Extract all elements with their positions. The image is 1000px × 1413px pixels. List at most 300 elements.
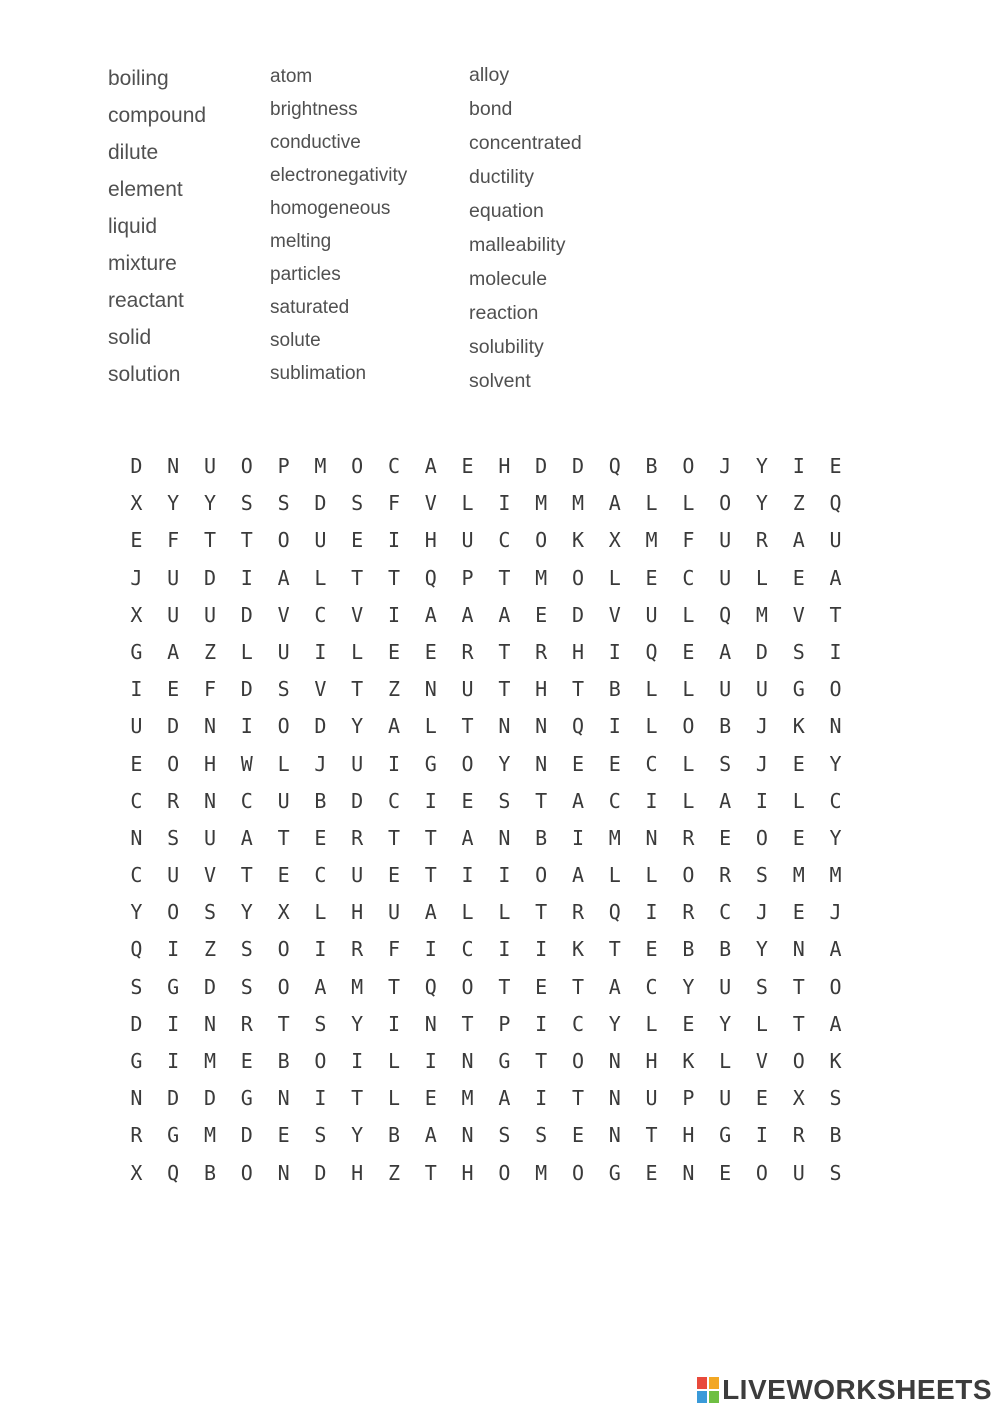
grid-letter[interactable]: E	[792, 825, 805, 850]
grid-letter[interactable]: Z	[203, 639, 217, 664]
grid-letter[interactable]: D	[167, 1086, 180, 1111]
grid-letter[interactable]: L	[645, 1011, 658, 1036]
grid-letter[interactable]: M	[203, 1049, 217, 1073]
grid-letter[interactable]: A	[719, 639, 732, 664]
grid-letter[interactable]: T	[792, 974, 805, 999]
grid-letter[interactable]: T	[571, 1086, 584, 1111]
grid-letter[interactable]: N	[203, 1011, 217, 1036]
grid-letter[interactable]: K	[792, 714, 805, 739]
grid-letter[interactable]: A	[461, 602, 474, 627]
grid-letter[interactable]: E	[755, 1086, 768, 1111]
grid-letter[interactable]: O	[461, 751, 474, 776]
grid-letter[interactable]: T	[203, 528, 217, 553]
grid-letter[interactable]: A	[829, 565, 842, 590]
grid-letter[interactable]: T	[461, 714, 474, 739]
grid-letter[interactable]: N	[608, 1123, 621, 1148]
grid-letter[interactable]: O	[314, 1049, 327, 1073]
grid-letter[interactable]: O	[167, 751, 180, 776]
grid-letter[interactable]: B	[277, 1049, 290, 1073]
grid-letter[interactable]: G	[167, 974, 180, 999]
grid-letter[interactable]: A	[424, 602, 437, 627]
grid-letter[interactable]: N	[535, 751, 548, 776]
grid-letter[interactable]: K	[571, 937, 584, 962]
grid-letter[interactable]: A	[829, 1011, 842, 1036]
grid-letter[interactable]: R	[351, 937, 364, 962]
grid-letter[interactable]: Z	[792, 491, 805, 516]
grid-letter[interactable]: Y	[755, 454, 768, 478]
grid-letter[interactable]: N	[461, 1049, 474, 1073]
grid-letter[interactable]: G	[608, 1160, 621, 1185]
grid-letter[interactable]: S	[240, 974, 253, 999]
grid-letter[interactable]: N	[829, 714, 842, 739]
grid-letter[interactable]: C	[829, 788, 842, 813]
grid-letter[interactable]: R	[571, 900, 584, 925]
grid-letter[interactable]: T	[535, 1049, 548, 1073]
grid-letter[interactable]: E	[571, 751, 584, 776]
grid-letter[interactable]: P	[277, 454, 290, 478]
grid-letter[interactable]: V	[314, 677, 327, 702]
grid-letter[interactable]: Y	[829, 825, 842, 850]
grid-letter[interactable]: J	[755, 714, 768, 739]
grid-letter[interactable]: P	[461, 565, 474, 590]
grid-letter[interactable]: E	[645, 565, 658, 590]
grid-letter[interactable]: B	[535, 825, 548, 850]
grid-letter[interactable]: V	[608, 602, 621, 627]
grid-letter[interactable]: Y	[498, 751, 511, 776]
grid-letter[interactable]: T	[498, 565, 511, 590]
grid-letter[interactable]: C	[608, 788, 621, 813]
grid-letter[interactable]: O	[755, 825, 768, 850]
grid-letter[interactable]: B	[645, 454, 658, 478]
grid-letter[interactable]: Q	[608, 454, 621, 478]
grid-letter[interactable]: E	[461, 788, 474, 813]
grid-letter[interactable]: O	[351, 454, 364, 478]
grid-letter[interactable]: S	[829, 1086, 842, 1111]
grid-letter[interactable]: N	[608, 1086, 621, 1111]
grid-letter[interactable]: U	[351, 751, 364, 776]
grid-letter[interactable]: E	[535, 602, 548, 627]
grid-letter[interactable]: I	[387, 1011, 400, 1036]
grid-letter[interactable]: V	[755, 1049, 768, 1073]
grid-letter[interactable]: E	[571, 1123, 584, 1148]
grid-letter[interactable]: Y	[719, 1011, 732, 1036]
grid-letter[interactable]: E	[387, 639, 400, 664]
grid-letter[interactable]: M	[571, 491, 584, 516]
grid-letter[interactable]: E	[130, 528, 143, 553]
grid-letter[interactable]: I	[240, 714, 253, 739]
grid-letter[interactable]: M	[535, 1160, 548, 1185]
grid-letter[interactable]: D	[755, 639, 768, 664]
grid-letter[interactable]: L	[645, 491, 658, 516]
grid-letter[interactable]: T	[387, 825, 400, 850]
grid-letter[interactable]: F	[387, 937, 400, 962]
grid-letter[interactable]: I	[535, 1011, 548, 1036]
grid-letter[interactable]: U	[203, 602, 217, 627]
grid-letter[interactable]: O	[571, 565, 584, 590]
grid-letter[interactable]: M	[461, 1086, 474, 1111]
grid-letter[interactable]: T	[387, 974, 400, 999]
grid-letter[interactable]: N	[461, 1123, 474, 1148]
grid-letter[interactable]: J	[130, 565, 143, 590]
grid-letter[interactable]: Y	[608, 1011, 621, 1036]
grid-letter[interactable]: T	[608, 937, 621, 962]
grid-letter[interactable]: S	[719, 751, 732, 776]
grid-letter[interactable]: L	[314, 565, 327, 590]
grid-letter[interactable]: S	[829, 1160, 842, 1185]
grid-letter[interactable]: U	[203, 454, 217, 478]
grid-letter[interactable]: B	[719, 714, 732, 739]
grid-letter[interactable]: U	[645, 602, 658, 627]
grid-letter[interactable]: C	[130, 788, 143, 813]
grid-letter[interactable]: C	[719, 900, 732, 925]
grid-letter[interactable]: S	[498, 1123, 511, 1148]
grid-letter[interactable]: M	[792, 863, 805, 888]
grid-letter[interactable]: G	[792, 677, 805, 702]
grid-letter[interactable]: L	[792, 788, 805, 813]
grid-letter[interactable]: T	[424, 1160, 437, 1185]
grid-letter[interactable]: A	[608, 974, 621, 999]
grid-letter[interactable]: I	[755, 788, 768, 813]
grid-letter[interactable]: T	[240, 528, 253, 553]
grid-letter[interactable]: A	[277, 565, 290, 590]
grid-letter[interactable]: H	[351, 900, 364, 925]
grid-letter[interactable]: I	[792, 454, 805, 478]
grid-letter[interactable]: T	[571, 974, 584, 999]
grid-letter[interactable]: D	[130, 1011, 143, 1036]
grid-letter[interactable]: S	[314, 1123, 327, 1148]
grid-letter[interactable]: E	[608, 751, 621, 776]
grid-letter[interactable]: L	[461, 491, 474, 516]
grid-letter[interactable]: I	[608, 639, 621, 664]
grid-letter[interactable]: U	[719, 1086, 732, 1111]
grid-letter[interactable]: O	[829, 974, 842, 999]
grid-letter[interactable]: I	[461, 863, 474, 888]
grid-letter[interactable]: G	[240, 1086, 253, 1111]
grid-letter[interactable]: E	[424, 1086, 437, 1111]
grid-letter[interactable]: T	[424, 825, 437, 850]
grid-letter[interactable]: L	[682, 602, 695, 627]
grid-letter[interactable]: E	[535, 974, 548, 999]
grid-letter[interactable]: S	[755, 974, 768, 999]
grid-letter[interactable]: H	[203, 751, 217, 776]
grid-letter[interactable]: V	[792, 602, 805, 627]
grid-letter[interactable]: I	[387, 602, 400, 627]
grid-letter[interactable]: D	[240, 677, 253, 702]
grid-letter[interactable]: R	[351, 825, 364, 850]
grid-letter[interactable]: Q	[424, 974, 437, 999]
grid-letter[interactable]: O	[571, 1160, 584, 1185]
grid-letter[interactable]: J	[719, 454, 732, 478]
grid-letter[interactable]: T	[498, 677, 511, 702]
grid-letter[interactable]: A	[608, 491, 621, 516]
grid-letter[interactable]: Q	[167, 1160, 180, 1185]
grid-letter[interactable]: V	[424, 491, 437, 516]
grid-letter[interactable]: Y	[682, 974, 695, 999]
grid-letter[interactable]: I	[424, 1049, 437, 1073]
grid-letter[interactable]: U	[167, 565, 180, 590]
grid-letter[interactable]: L	[755, 565, 768, 590]
grid-letter[interactable]: Q	[608, 900, 621, 925]
grid-letter[interactable]: L	[351, 639, 364, 664]
grid-letter[interactable]: H	[645, 1049, 658, 1073]
grid-letter[interactable]: M	[608, 825, 621, 850]
grid-letter[interactable]: L	[755, 1011, 768, 1036]
grid-letter[interactable]: C	[571, 1011, 584, 1036]
grid-letter[interactable]: R	[535, 639, 548, 664]
grid-letter[interactable]: F	[167, 528, 180, 553]
grid-letter[interactable]: M	[535, 565, 548, 590]
grid-letter[interactable]: A	[424, 1123, 437, 1148]
grid-letter[interactable]: I	[645, 788, 658, 813]
grid-letter[interactable]: O	[461, 974, 474, 999]
grid-letter[interactable]: D	[203, 1086, 217, 1111]
grid-letter[interactable]: H	[498, 454, 511, 478]
grid-letter[interactable]: U	[719, 528, 732, 553]
grid-letter[interactable]: E	[792, 565, 805, 590]
grid-letter[interactable]: U	[719, 565, 732, 590]
grid-letter[interactable]: Q	[130, 937, 143, 962]
grid-letter[interactable]: S	[792, 639, 805, 664]
grid-letter[interactable]: O	[167, 900, 180, 925]
grid-letter[interactable]: P	[682, 1086, 695, 1111]
grid-letter[interactable]: L	[240, 639, 253, 664]
grid-letter[interactable]: Y	[240, 900, 253, 925]
grid-letter[interactable]: U	[277, 639, 290, 664]
grid-letter[interactable]: E	[314, 825, 327, 850]
grid-letter[interactable]: T	[498, 639, 511, 664]
grid-letter[interactable]: I	[535, 937, 548, 962]
grid-letter[interactable]: O	[792, 1049, 805, 1073]
grid-letter[interactable]: D	[167, 714, 180, 739]
grid-letter[interactable]: H	[461, 1160, 474, 1185]
grid-letter[interactable]: R	[792, 1123, 805, 1148]
grid-letter[interactable]: Q	[571, 714, 584, 739]
grid-letter[interactable]: R	[719, 863, 732, 888]
grid-letter[interactable]: A	[571, 863, 584, 888]
grid-letter[interactable]: B	[719, 937, 732, 962]
grid-letter[interactable]: G	[130, 639, 143, 664]
grid-letter[interactable]: S	[167, 825, 180, 850]
grid-letter[interactable]: A	[719, 788, 732, 813]
grid-letter[interactable]: Y	[755, 491, 768, 516]
grid-letter[interactable]: T	[424, 863, 437, 888]
grid-letter[interactable]: E	[130, 751, 143, 776]
grid-letter[interactable]: F	[682, 528, 695, 553]
grid-letter[interactable]: I	[314, 937, 327, 962]
grid-letter[interactable]: R	[755, 528, 768, 553]
grid-letter[interactable]: E	[792, 900, 805, 925]
grid-letter[interactable]: K	[829, 1049, 842, 1073]
grid-letter[interactable]: I	[424, 788, 437, 813]
grid-letter[interactable]: Q	[645, 639, 658, 664]
grid-letter[interactable]: C	[387, 788, 400, 813]
grid-letter[interactable]: M	[314, 454, 327, 478]
grid-letter[interactable]: G	[498, 1049, 511, 1073]
grid-letter[interactable]: N	[130, 825, 143, 850]
grid-letter[interactable]: I	[314, 639, 327, 664]
grid-letter[interactable]: I	[755, 1123, 768, 1148]
grid-letter[interactable]: E	[277, 863, 290, 888]
grid-letter[interactable]: N	[498, 714, 511, 739]
grid-letter[interactable]: I	[351, 1049, 364, 1073]
grid-letter[interactable]: E	[645, 1160, 658, 1185]
grid-letter[interactable]: L	[645, 863, 658, 888]
grid-letter[interactable]: U	[461, 677, 474, 702]
grid-letter[interactable]: I	[498, 863, 511, 888]
grid-letter[interactable]: N	[167, 454, 180, 478]
grid-letter[interactable]: D	[203, 974, 217, 999]
grid-letter[interactable]: T	[461, 1011, 474, 1036]
grid-letter[interactable]: E	[240, 1049, 253, 1073]
grid-letter[interactable]: T	[645, 1123, 658, 1148]
grid-letter[interactable]: A	[387, 714, 400, 739]
grid-letter[interactable]: A	[424, 454, 437, 478]
grid-letter[interactable]: U	[130, 714, 143, 739]
grid-letter[interactable]: O	[277, 937, 290, 962]
grid-letter[interactable]: E	[277, 1123, 290, 1148]
grid-letter[interactable]: E	[719, 825, 732, 850]
grid-letter[interactable]: O	[571, 1049, 584, 1073]
grid-letter[interactable]: S	[240, 937, 253, 962]
grid-letter[interactable]: N	[203, 714, 217, 739]
grid-letter[interactable]: T	[498, 974, 511, 999]
grid-letter[interactable]: I	[645, 900, 658, 925]
grid-letter[interactable]: C	[461, 937, 474, 962]
grid-letter[interactable]: N	[424, 1011, 437, 1036]
grid-letter[interactable]: X	[792, 1086, 805, 1111]
grid-letter[interactable]: Z	[387, 677, 400, 702]
grid-letter[interactable]: B	[314, 788, 327, 813]
grid-letter[interactable]: S	[277, 491, 290, 516]
grid-letter[interactable]: U	[719, 974, 732, 999]
grid-letter[interactable]: Y	[167, 491, 180, 516]
grid-letter[interactable]: O	[682, 454, 695, 478]
grid-letter[interactable]: F	[387, 491, 400, 516]
grid-letter[interactable]: N	[130, 1086, 143, 1111]
grid-letter[interactable]: I	[167, 1049, 180, 1073]
grid-letter[interactable]: A	[571, 788, 584, 813]
grid-letter[interactable]: R	[682, 900, 695, 925]
grid-letter[interactable]: U	[167, 602, 180, 627]
grid-letter[interactable]: U	[829, 528, 842, 553]
grid-letter[interactable]: I	[608, 714, 621, 739]
grid-letter[interactable]: L	[608, 565, 621, 590]
grid-letter[interactable]: A	[498, 1086, 511, 1111]
grid-letter[interactable]: O	[535, 528, 548, 553]
grid-letter[interactable]: S	[498, 788, 511, 813]
grid-letter[interactable]: L	[387, 1049, 400, 1073]
grid-letter[interactable]: N	[277, 1160, 290, 1185]
grid-letter[interactable]: H	[571, 639, 584, 664]
grid-letter[interactable]: E	[424, 639, 437, 664]
grid-letter[interactable]: X	[130, 602, 143, 627]
grid-letter[interactable]: Q	[719, 602, 732, 627]
grid-letter[interactable]: E	[461, 454, 474, 478]
grid-letter[interactable]: Y	[755, 937, 768, 962]
grid-letter[interactable]: H	[424, 528, 437, 553]
grid-letter[interactable]: C	[314, 863, 327, 888]
grid-letter[interactable]: L	[645, 714, 658, 739]
grid-letter[interactable]: I	[314, 1086, 327, 1111]
grid-letter[interactable]: N	[792, 937, 805, 962]
grid-letter[interactable]: S	[203, 900, 217, 925]
grid-letter[interactable]: O	[240, 454, 253, 478]
grid-letter[interactable]: L	[314, 900, 327, 925]
grid-letter[interactable]: N	[424, 677, 437, 702]
grid-letter[interactable]: Y	[203, 491, 217, 516]
grid-letter[interactable]: U	[314, 528, 327, 553]
grid-letter[interactable]: G	[719, 1123, 732, 1148]
grid-letter[interactable]: U	[645, 1086, 658, 1111]
grid-letter[interactable]: I	[829, 639, 842, 664]
grid-letter[interactable]: U	[277, 788, 290, 813]
grid-letter[interactable]: S	[535, 1123, 548, 1148]
grid-letter[interactable]: X	[130, 491, 143, 516]
grid-letter[interactable]: D	[571, 454, 584, 478]
grid-letter[interactable]: J	[755, 751, 768, 776]
grid-letter[interactable]: H	[682, 1123, 695, 1148]
grid-letter[interactable]: C	[387, 454, 400, 478]
grid-letter[interactable]: U	[203, 825, 217, 850]
grid-letter[interactable]: A	[792, 528, 805, 553]
grid-letter[interactable]: L	[461, 900, 474, 925]
grid-letter[interactable]: Y	[829, 751, 842, 776]
grid-letter[interactable]: F	[203, 677, 217, 702]
grid-letter[interactable]: B	[387, 1123, 400, 1148]
grid-letter[interactable]: E	[682, 1011, 695, 1036]
grid-letter[interactable]: T	[240, 863, 253, 888]
grid-letter[interactable]: S	[755, 863, 768, 888]
grid-letter[interactable]: M	[829, 863, 842, 888]
grid-letter[interactable]: E	[167, 677, 180, 702]
grid-letter[interactable]: E	[719, 1160, 732, 1185]
grid-letter[interactable]: I	[498, 937, 511, 962]
brand-logo[interactable]	[697, 1373, 992, 1407]
grid-letter[interactable]: S	[314, 1011, 327, 1036]
grid-letter[interactable]: U	[719, 677, 732, 702]
grid-letter[interactable]: I	[167, 937, 180, 962]
grid-letter[interactable]: T	[277, 1011, 290, 1036]
grid-letter[interactable]: D	[240, 602, 253, 627]
grid-letter[interactable]: N	[682, 1160, 695, 1185]
grid-letter[interactable]: Z	[203, 937, 217, 962]
grid-letter[interactable]: D	[203, 565, 217, 590]
grid-letter[interactable]: L	[498, 900, 511, 925]
grid-letter[interactable]: I	[387, 528, 400, 553]
grid-letter[interactable]: X	[130, 1160, 143, 1185]
grid-letter[interactable]: I	[240, 565, 253, 590]
grid-letter[interactable]: A	[167, 639, 180, 664]
grid-letter[interactable]: T	[351, 1086, 364, 1111]
grid-letter[interactable]: J	[314, 751, 327, 776]
grid-letter[interactable]: D	[571, 602, 584, 627]
grid-letter[interactable]: R	[682, 825, 695, 850]
grid-letter[interactable]: C	[682, 565, 695, 590]
grid-letter[interactable]: O	[535, 863, 548, 888]
grid-letter[interactable]: H	[535, 677, 548, 702]
grid-letter[interactable]: L	[387, 1086, 400, 1111]
grid-letter[interactable]: A	[424, 900, 437, 925]
grid-letter[interactable]: T	[351, 565, 364, 590]
grid-letter[interactable]: O	[277, 528, 290, 553]
grid-letter[interactable]: L	[645, 677, 658, 702]
grid-letter[interactable]: L	[682, 788, 695, 813]
grid-letter[interactable]: A	[829, 937, 842, 962]
grid-letter[interactable]: P	[498, 1011, 511, 1036]
grid-letter[interactable]: A	[240, 825, 253, 850]
grid-letter[interactable]: Y	[351, 714, 364, 739]
grid-letter[interactable]: M	[535, 491, 548, 516]
